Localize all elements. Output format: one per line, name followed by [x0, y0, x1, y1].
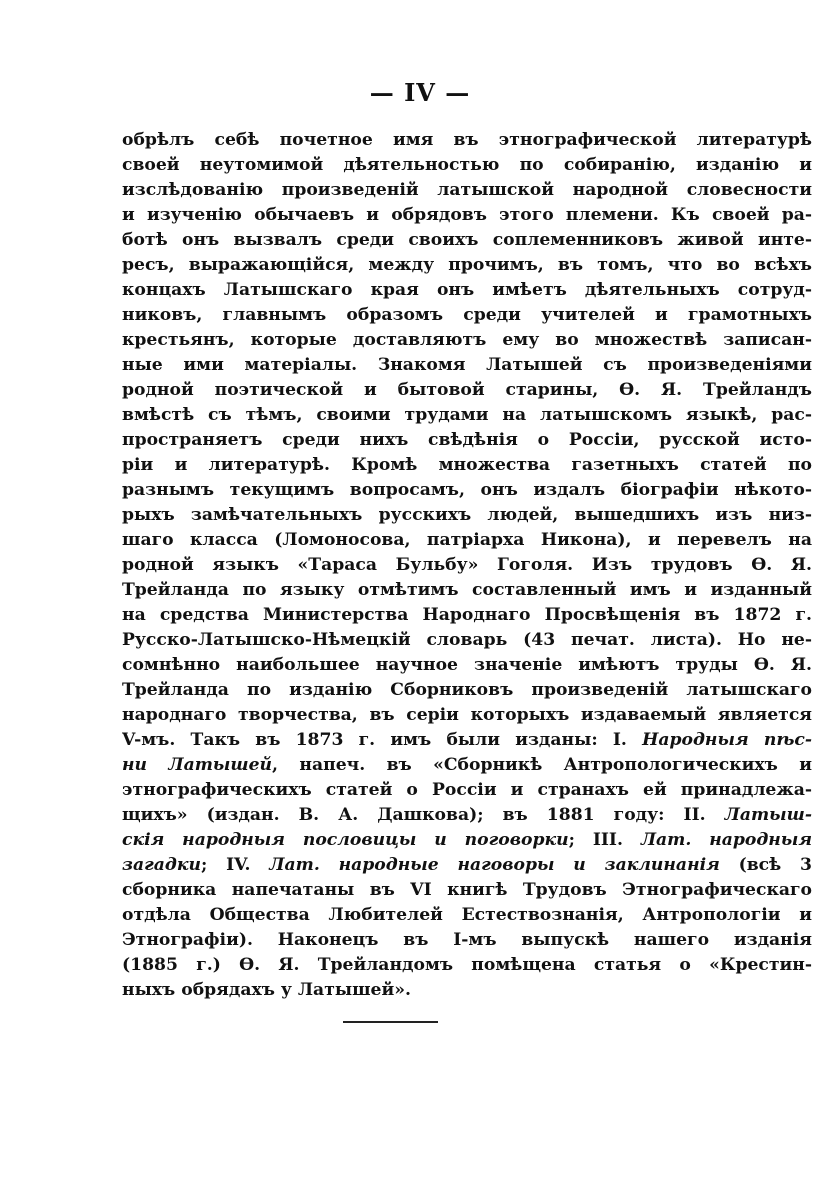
text-line — [122, 478, 812, 503]
text-segment: ресъ, выражающійся, между прочимъ, въ томъ, что во всѣхъ — [122, 255, 812, 275]
text-line — [122, 278, 812, 303]
italic-title: скія народныя пословицы и поговорки — [122, 830, 569, 850]
text-line — [122, 778, 812, 803]
italic-title: Латыш- — [724, 805, 812, 825]
body-text — [122, 128, 812, 1003]
page-number: — IV — — [369, 78, 471, 107]
text-line — [122, 803, 812, 828]
text-line — [122, 228, 812, 253]
text-line — [122, 503, 812, 528]
text-line — [122, 453, 812, 478]
text-segment: этнографическихъ статей о Россіи и странахъ ей принадлежа- — [122, 780, 812, 800]
italic-title: Лат. народные наговоры и заклинанія — [269, 855, 720, 875]
text-segment: и изученію обычаевъ и обрядовъ этого племени. Къ своей ра- — [122, 205, 812, 225]
text-segment: Трейланда по изданію Сборниковъ произведеній латышскаго — [122, 680, 812, 700]
text-segment: пространяетъ среди нихъ свѣдѣнія о Россіи, русской исто- — [122, 430, 812, 450]
text-line — [122, 153, 812, 178]
text-segment: крестьянъ, которые доставляютъ ему во множествѣ записан- — [122, 330, 812, 350]
text-segment: (1885 г.) Ѳ. Я. Трейландомъ помѣщена статья о «Крестин- — [122, 955, 812, 975]
text-line — [122, 753, 812, 778]
text-segment: щихъ» (издан. В. А. Дашкова); въ 1881 году: II. — [122, 805, 725, 825]
text-segment: , напеч. въ «Сборникѣ Антропологическихъ и — [272, 755, 812, 775]
text-line — [122, 428, 812, 453]
text-segment: родной поэтической и бытовой старины, Ѳ. Я. Трейландъ — [122, 380, 812, 400]
italic-title: Лат. народныя — [640, 830, 812, 850]
text-segment: на средства Министерства Народнаго Просвѣщенія въ 1872 г. — [122, 605, 812, 625]
text-segment: отдѣла Общества Любителей Естествознанія, Антропологіи и — [122, 905, 812, 925]
text-segment: шаго класса (Ломоносова, патріарха Никона), и перевелъ на — [122, 530, 812, 550]
text-line — [122, 828, 812, 853]
text-line — [122, 203, 812, 228]
text-segment: ріи и литературѣ. Кромѣ множества газетныхъ статей по — [122, 455, 812, 475]
text-line — [122, 178, 812, 203]
text-line — [122, 703, 812, 728]
text-line — [122, 403, 812, 428]
text-segment: Этнографіи). Наконецъ въ I-мъ выпускѣ нашего изданія — [122, 930, 812, 950]
text-line — [122, 553, 812, 578]
text-segment: рыхъ замѣчательныхъ русскихъ людей, вышедшихъ изъ низ- — [122, 505, 812, 525]
text-line — [122, 528, 812, 553]
text-line — [122, 903, 812, 928]
text-segment: народнаго творчества, въ серіи которыхъ издаваемый является — [122, 705, 812, 725]
text-line — [122, 128, 812, 153]
text-segment: сборника напечатаны въ VI книгѣ Трудовъ Этнографическаго — [122, 880, 812, 900]
text-segment: ботѣ онъ вызвалъ среди своихъ соплеменниковъ живой инте- — [122, 230, 812, 250]
text-segment: обрѣлъ себѣ почетное имя въ этнографической литературѣ — [122, 130, 812, 150]
text-line — [122, 653, 812, 678]
text-segment: ; IV. — [201, 855, 270, 875]
text-segment: Русско-Латышско-Нѣмецкій словарь (43 печат. листа). Но не- — [122, 630, 812, 650]
text-line — [122, 678, 812, 703]
text-line — [122, 878, 812, 903]
section-divider — [343, 1021, 438, 1023]
text-segment: Трейланда по языку отмѣтимъ составленный имъ и изданный — [122, 580, 812, 600]
text-segment: (всѣ 3 — [719, 855, 812, 875]
text-segment: ные ими матеріалы. Знакомя Латышей съ произведеніями — [122, 355, 812, 375]
text-segment: родной языкъ «Тараса Бульбу» Гоголя. Изъ трудовъ Ѳ. Я. — [122, 555, 812, 575]
text-line — [122, 953, 812, 978]
italic-title: Народныя пѣс- — [642, 730, 812, 750]
text-segment: сомнѣнно наибольшее научное значеніе имѣютъ труды Ѳ. Я. — [122, 655, 812, 675]
italic-title: ни Латышей — [122, 755, 273, 775]
text-segment: изслѣдованію произведеній латышской народной словесности — [122, 180, 812, 200]
text-segment: ; III. — [568, 830, 641, 850]
text-line — [122, 378, 812, 403]
italic-title: загадки — [122, 855, 201, 875]
text-line — [122, 328, 812, 353]
text-segment: разнымъ текущимъ вопросамъ, онъ издалъ біографіи нѣкото- — [122, 480, 812, 500]
text-line — [122, 603, 812, 628]
text-segment: вмѣстѣ съ тѣмъ, своими трудами на латышскомъ языкѣ, рас- — [122, 405, 812, 425]
text-line — [122, 303, 812, 328]
text-segment: своей неутомимой дѣятельностью по собиранію, изданію и — [122, 155, 812, 175]
text-segment: концахъ Латышскаго края онъ имѣетъ дѣятельныхъ сотруд- — [122, 280, 812, 300]
text-line — [122, 253, 812, 278]
text-line — [122, 978, 812, 1003]
text-line — [122, 628, 812, 653]
text-line — [122, 728, 812, 753]
text-line — [122, 578, 812, 603]
text-segment: никовъ, главнымъ образомъ среди учителей и грамотныхъ — [122, 305, 812, 325]
text-line — [122, 353, 812, 378]
text-line — [122, 853, 812, 878]
text-segment: V-мъ. Такъ въ 1873 г. имъ были изданы: I. — [122, 730, 643, 750]
text-line — [122, 928, 812, 953]
text-segment: ныхъ обрядахъ у Латышей». — [122, 980, 411, 1000]
